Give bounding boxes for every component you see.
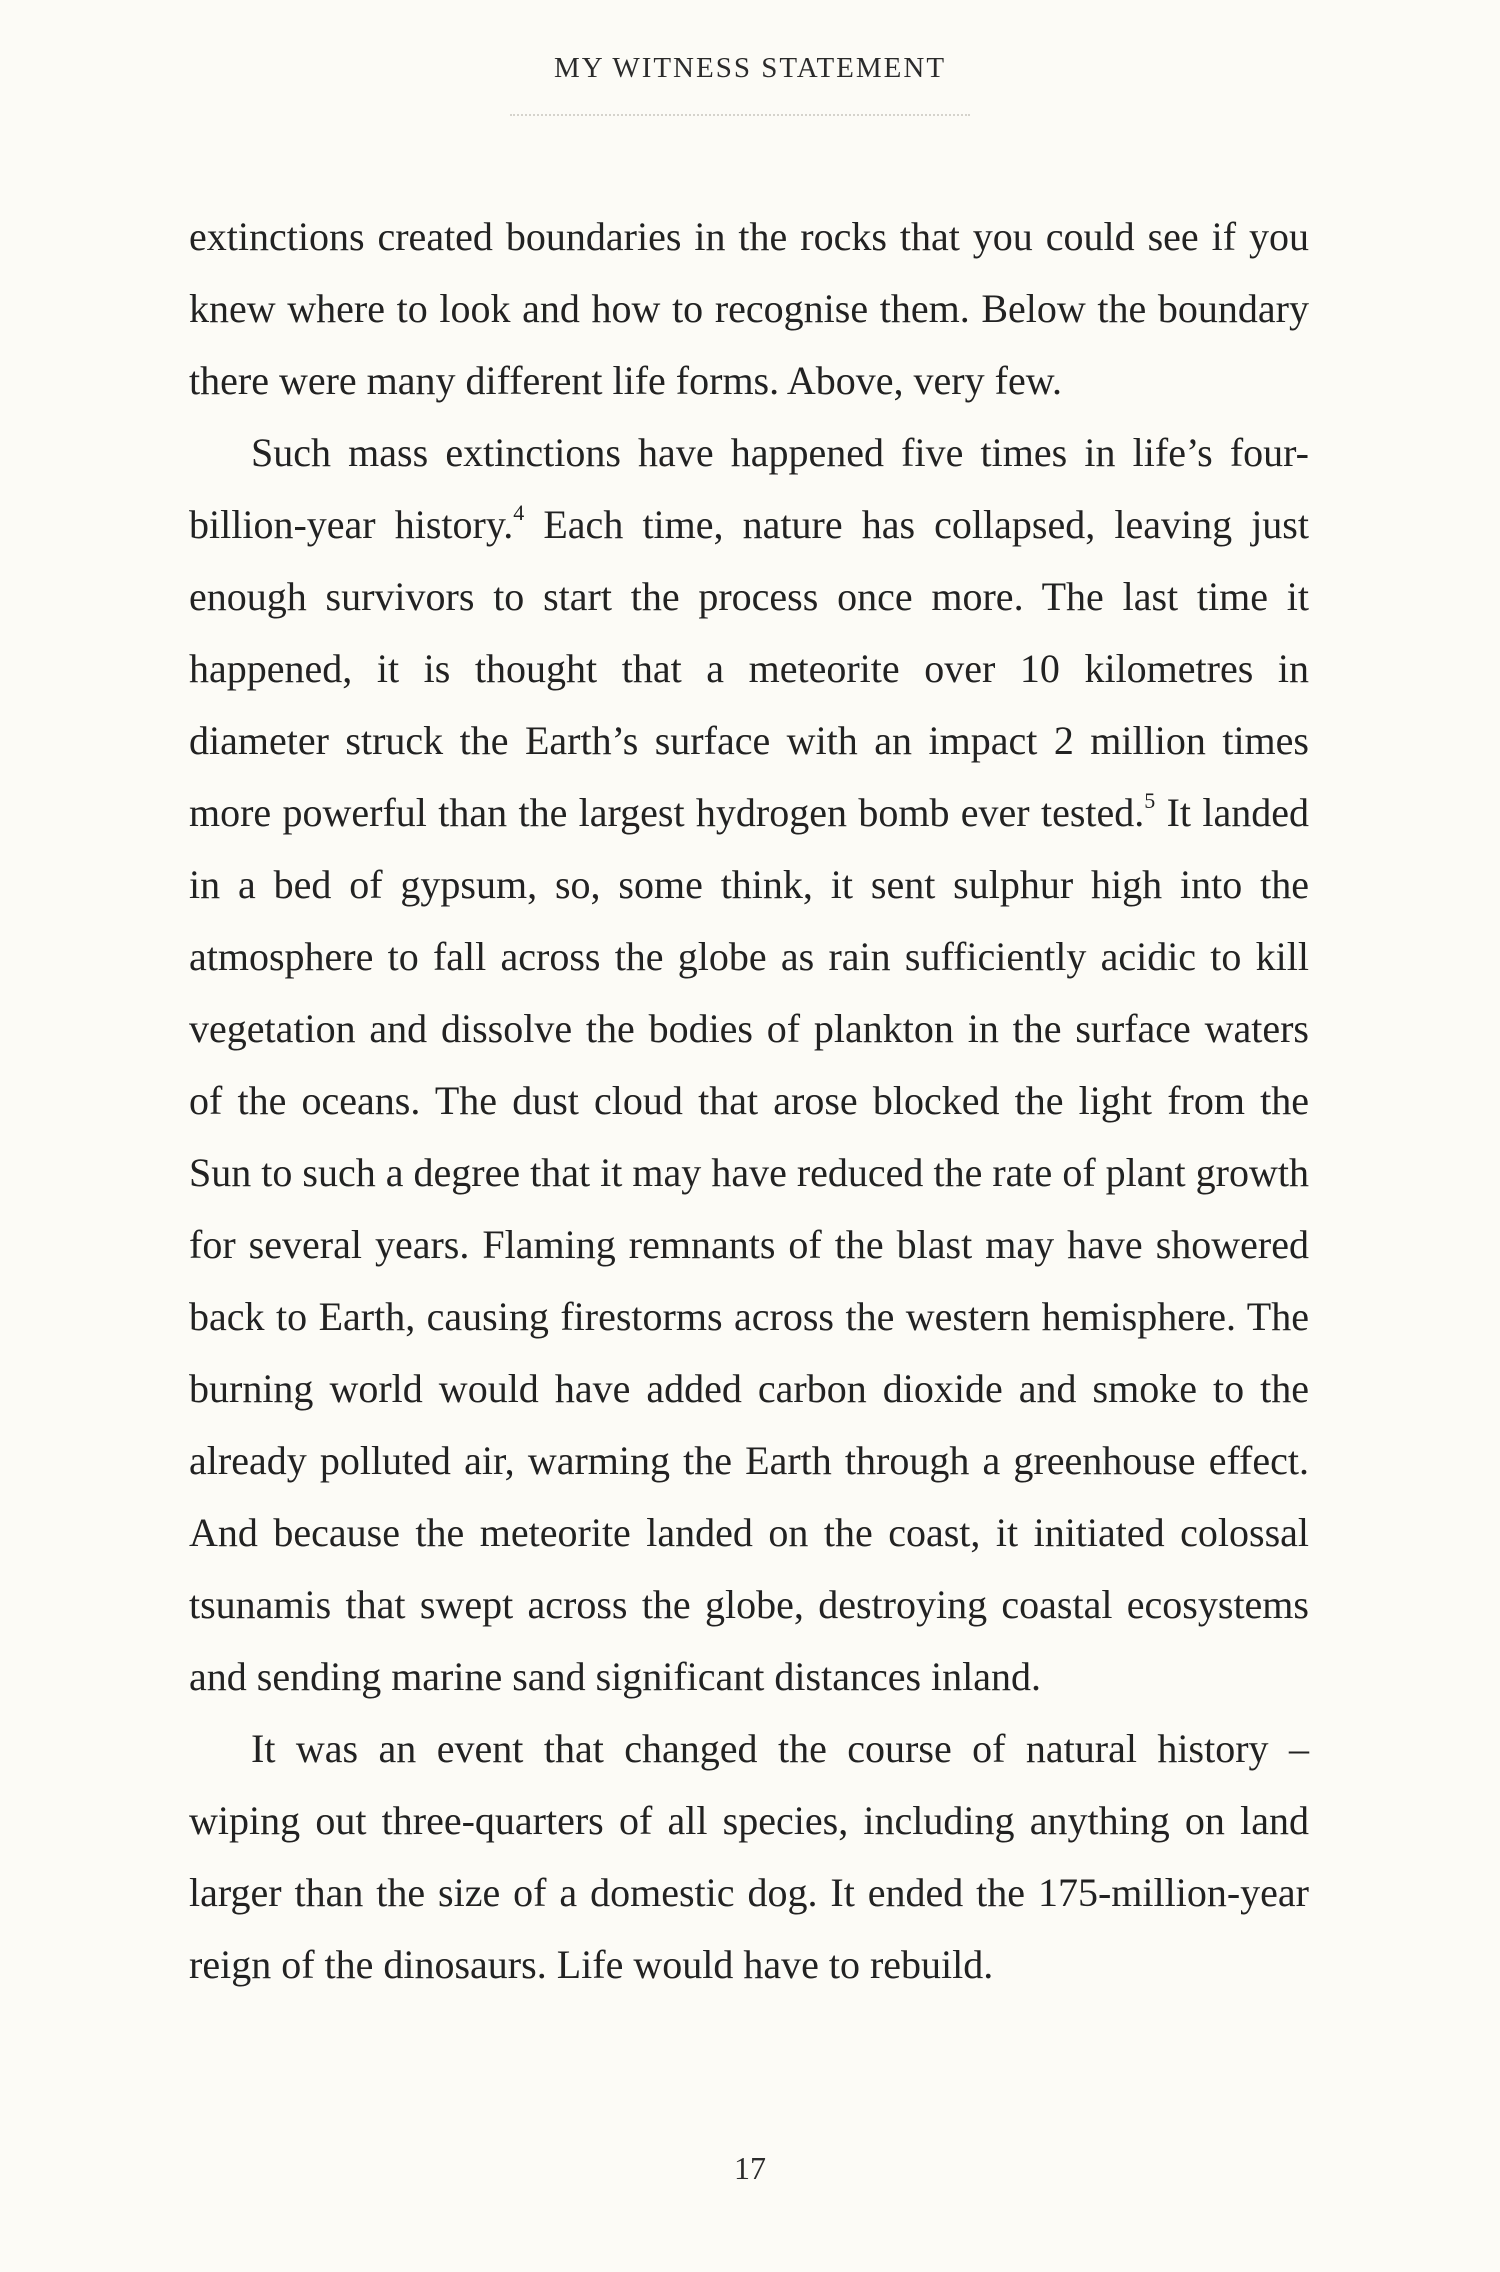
footnote-marker: 4 (513, 500, 525, 525)
paragraph-text: Each time, nature has collapsed, leaving just enough survivors to start the process once more. The last time it happened, it is thought that a meteorite over 10 kilometres in diameter struck the Earth’s surface with an impact 2 million times more powerful than the largest hydrogen bomb ever tested. (189, 502, 1309, 835)
footnote-marker: 5 (1144, 788, 1156, 813)
page-number: 17 (734, 2150, 766, 2186)
paragraph-text: It was an event that changed the course of natural history – wiping out three-quarters of all species, including anything on land larger than the size of a domestic dog. It ended the 175-million-year reign of the dinosaurs. Life would have to rebuild. (189, 1726, 1309, 1987)
paragraph (189, 1713, 1309, 2001)
paragraph-text: Such mass extinctions have happened five times in life’s four-billion-year history. (189, 430, 1309, 547)
running-head: MY WITNESS STATEMENT (553, 52, 947, 84)
paragraph (189, 201, 1309, 417)
paragraph-text: It landed in a bed of gypsum, so, some think, it sent sulphur high into the atmosphere to fall across the globe as rain sufficiently acidic to kill vegetation and dissolve the bodies of plankton in the surface waters of the oceans. The dust cloud that arose blocked the light from the Sun to such a degree that it may have reduced the rate of plant growth for several years. Flaming remnants of the blast may have showered back to Earth, causing firestorms across the western hemisphere. The burning world would have added carbon dioxide and smoke to the already polluted air, warming the Earth through a greenhouse effect. And because the meteorite landed on the coast, it initiated colossal tsunamis that swept across the globe, destroying coastal ecosystems and sending marine sand significant distances inland. (189, 790, 1310, 1699)
paragraph (189, 417, 1309, 1713)
header-divider (510, 114, 970, 116)
paragraph-text: extinctions created boundaries in the rocks that you could see if you knew where to look and how to recognise them. Below the boundary there were many different life forms. Above, very few. (189, 214, 1309, 403)
body-text (189, 201, 1309, 2001)
